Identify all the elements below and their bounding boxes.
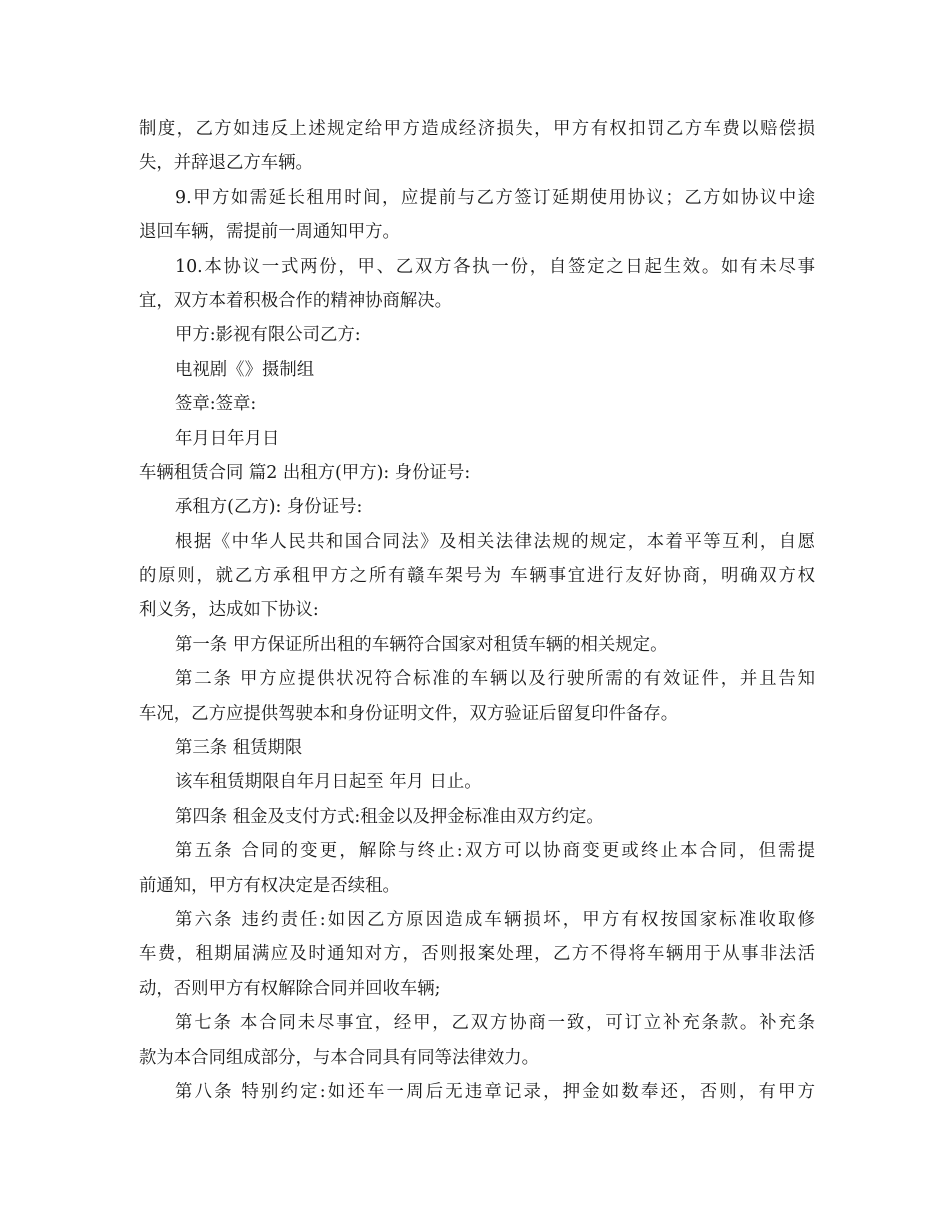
preamble-line: 根据《中华人民共和国合同法》及相关法律法规的规定，本着平等互利，自愿 — [175, 531, 815, 552]
article-8: 第八条 特别约定:如还车一周后无违章记录，押金如数奉还，否则，有甲方 — [175, 1081, 815, 1102]
article-5: 第五条 合同的变更，解除与终止:双方可以协商变更或终止本合同，但需提 — [175, 841, 815, 862]
text-line: 宜，双方本着积极合作的精神协商解决。 — [139, 290, 453, 311]
text-line: 利义务，达成如下协议: — [139, 600, 319, 621]
article-1: 第一条 甲方保证所出租的车辆符合国家对租赁车辆的相关规定。 — [175, 634, 668, 655]
text-line: 退回车辆，需提前一周通知甲方。 — [139, 222, 400, 243]
text-line: 动，否则甲方有权解除合同并回收车辆; — [139, 978, 441, 999]
text-line: 前通知，甲方有权决定是否续租。 — [139, 875, 400, 896]
clause-9: 9.甲方如需延长租用时间，应提前与乙方签订延期使用协议；乙方如协议中途 — [175, 187, 815, 208]
lessee-line: 承租方(乙方): 身份证号: — [175, 497, 363, 518]
article-2: 第二条 甲方应提供状况符合标准的车辆以及行驶所需的有效证件，并且告知 — [175, 669, 815, 690]
date-line: 年月日年月日 — [175, 428, 280, 449]
text-line: 车况，乙方应提供驾驶本和身份证明文件，双方验证后留复印件备存。 — [139, 703, 679, 724]
article-3: 第三条 租赁期限 — [175, 738, 303, 759]
seal-line: 签章:签章: — [175, 394, 257, 415]
article-6: 第六条 违约责任:如因乙方原因造成车辆损坏，甲方有权按国家标准收取修 — [175, 909, 815, 930]
text-line: 制度，乙方如违反上述规定给甲方造成经济损失，甲方有权扣罚乙方车费以赔偿损 — [139, 119, 815, 139]
crew-name-line: 电视剧《》摄制组 — [175, 359, 315, 380]
article-7: 第七条 本合同未尽事宜，经甲，乙双方协商一致，可订立补充条款。补充条 — [175, 1013, 815, 1034]
text-line: 的原则，就乙方承租甲方之所有赣车架号为 车辆事宜进行友好协商，明确双方权 — [139, 566, 815, 587]
text-line: 款为本合同组成部分，与本合同具有同等法律效力。 — [139, 1047, 539, 1068]
text-line: 失，并辞退乙方车辆。 — [139, 153, 313, 174]
lease-period-line: 该车租赁期限自年月日起至 年月 日止。 — [175, 772, 482, 793]
contract-heading: 车辆租赁合同 篇2 出租方(甲方): 身份证号: — [139, 462, 471, 483]
text-line: 车费，租期届满应及时通知对方，否则报案处理，乙方不得将车辆用于从事非法活 — [139, 944, 815, 965]
clause-10: 10.本协议一式两份，甲、乙双方各执一份，自签定之日起生效。如有未尽事 — [175, 256, 815, 277]
party-signature-line: 甲方:影视有限公司乙方: — [175, 325, 361, 346]
article-4: 第四条 租金及支付方式:租金以及押金标准由双方约定。 — [175, 806, 604, 827]
document-body — [139, 112, 815, 1109]
